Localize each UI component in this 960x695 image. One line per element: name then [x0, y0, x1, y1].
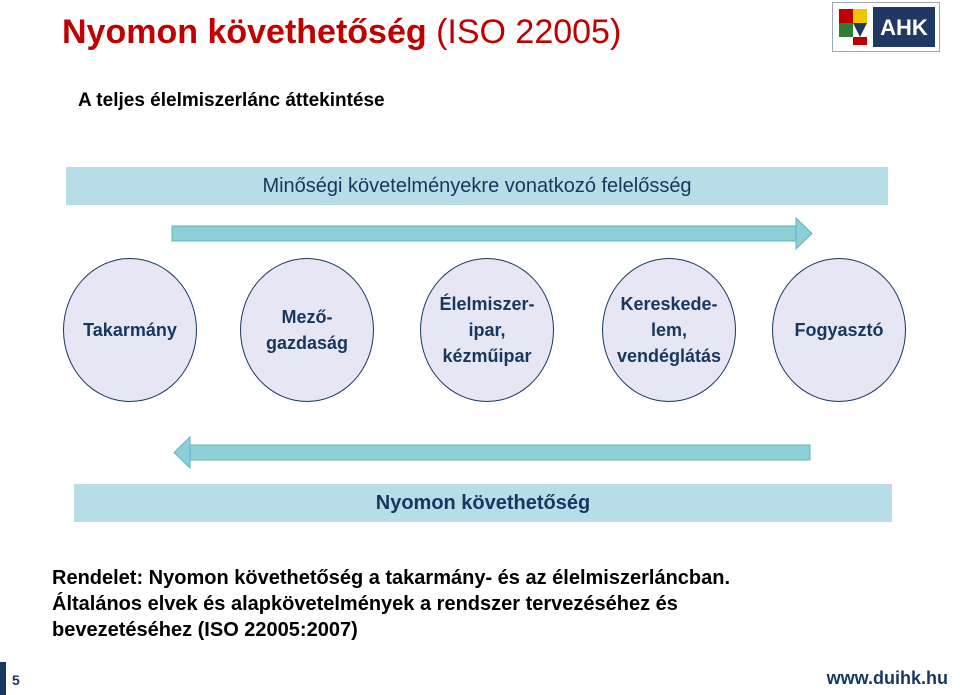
node-label: Takarmány — [83, 320, 177, 340]
node-label: Fogyasztó — [794, 320, 884, 340]
backward-arrow — [174, 437, 810, 468]
node-agriculture — [240, 258, 374, 402]
footer-accent — [0, 662, 6, 695]
forward-arrow — [172, 218, 812, 249]
node-label: Kereskede- lem, vendéglátás — [616, 294, 722, 366]
logo-text: AHK — [880, 15, 928, 40]
regulation-line-1: Rendelet: Nyomon követhetőség a takarmány- és az élelmiszerláncban. — [52, 567, 731, 589]
page-number: 5 — [12, 672, 20, 688]
node-trade — [602, 258, 736, 402]
traceability-band: Nyomon követhetőség — [74, 484, 892, 522]
node-food-industry — [420, 258, 554, 402]
title-main: Nyomon követhetőség — [62, 13, 427, 51]
node-label: Élelmiszer- ipar, kézműipar — [439, 294, 535, 366]
node-consumer — [772, 258, 906, 402]
subtitle: A teljes élelmiszerlánc áttekintése — [78, 90, 385, 111]
regulation-text — [52, 565, 730, 643]
node-label: Mező- gazdaság — [265, 307, 349, 353]
regulation-line-2: Általános elvek és alapkövetelmények a rendszer tervezéséhez és — [52, 593, 678, 615]
website-link[interactable]: www.duihk.hu — [826, 668, 948, 688]
regulation-line-3: bevezetéséhez (ISO 22005:2007) — [52, 619, 358, 641]
node-feed — [63, 258, 197, 402]
title-standard: (ISO 22005) — [436, 13, 622, 51]
responsibility-band: Minőségi követelményekre vonatkozó felelősség — [66, 167, 888, 205]
